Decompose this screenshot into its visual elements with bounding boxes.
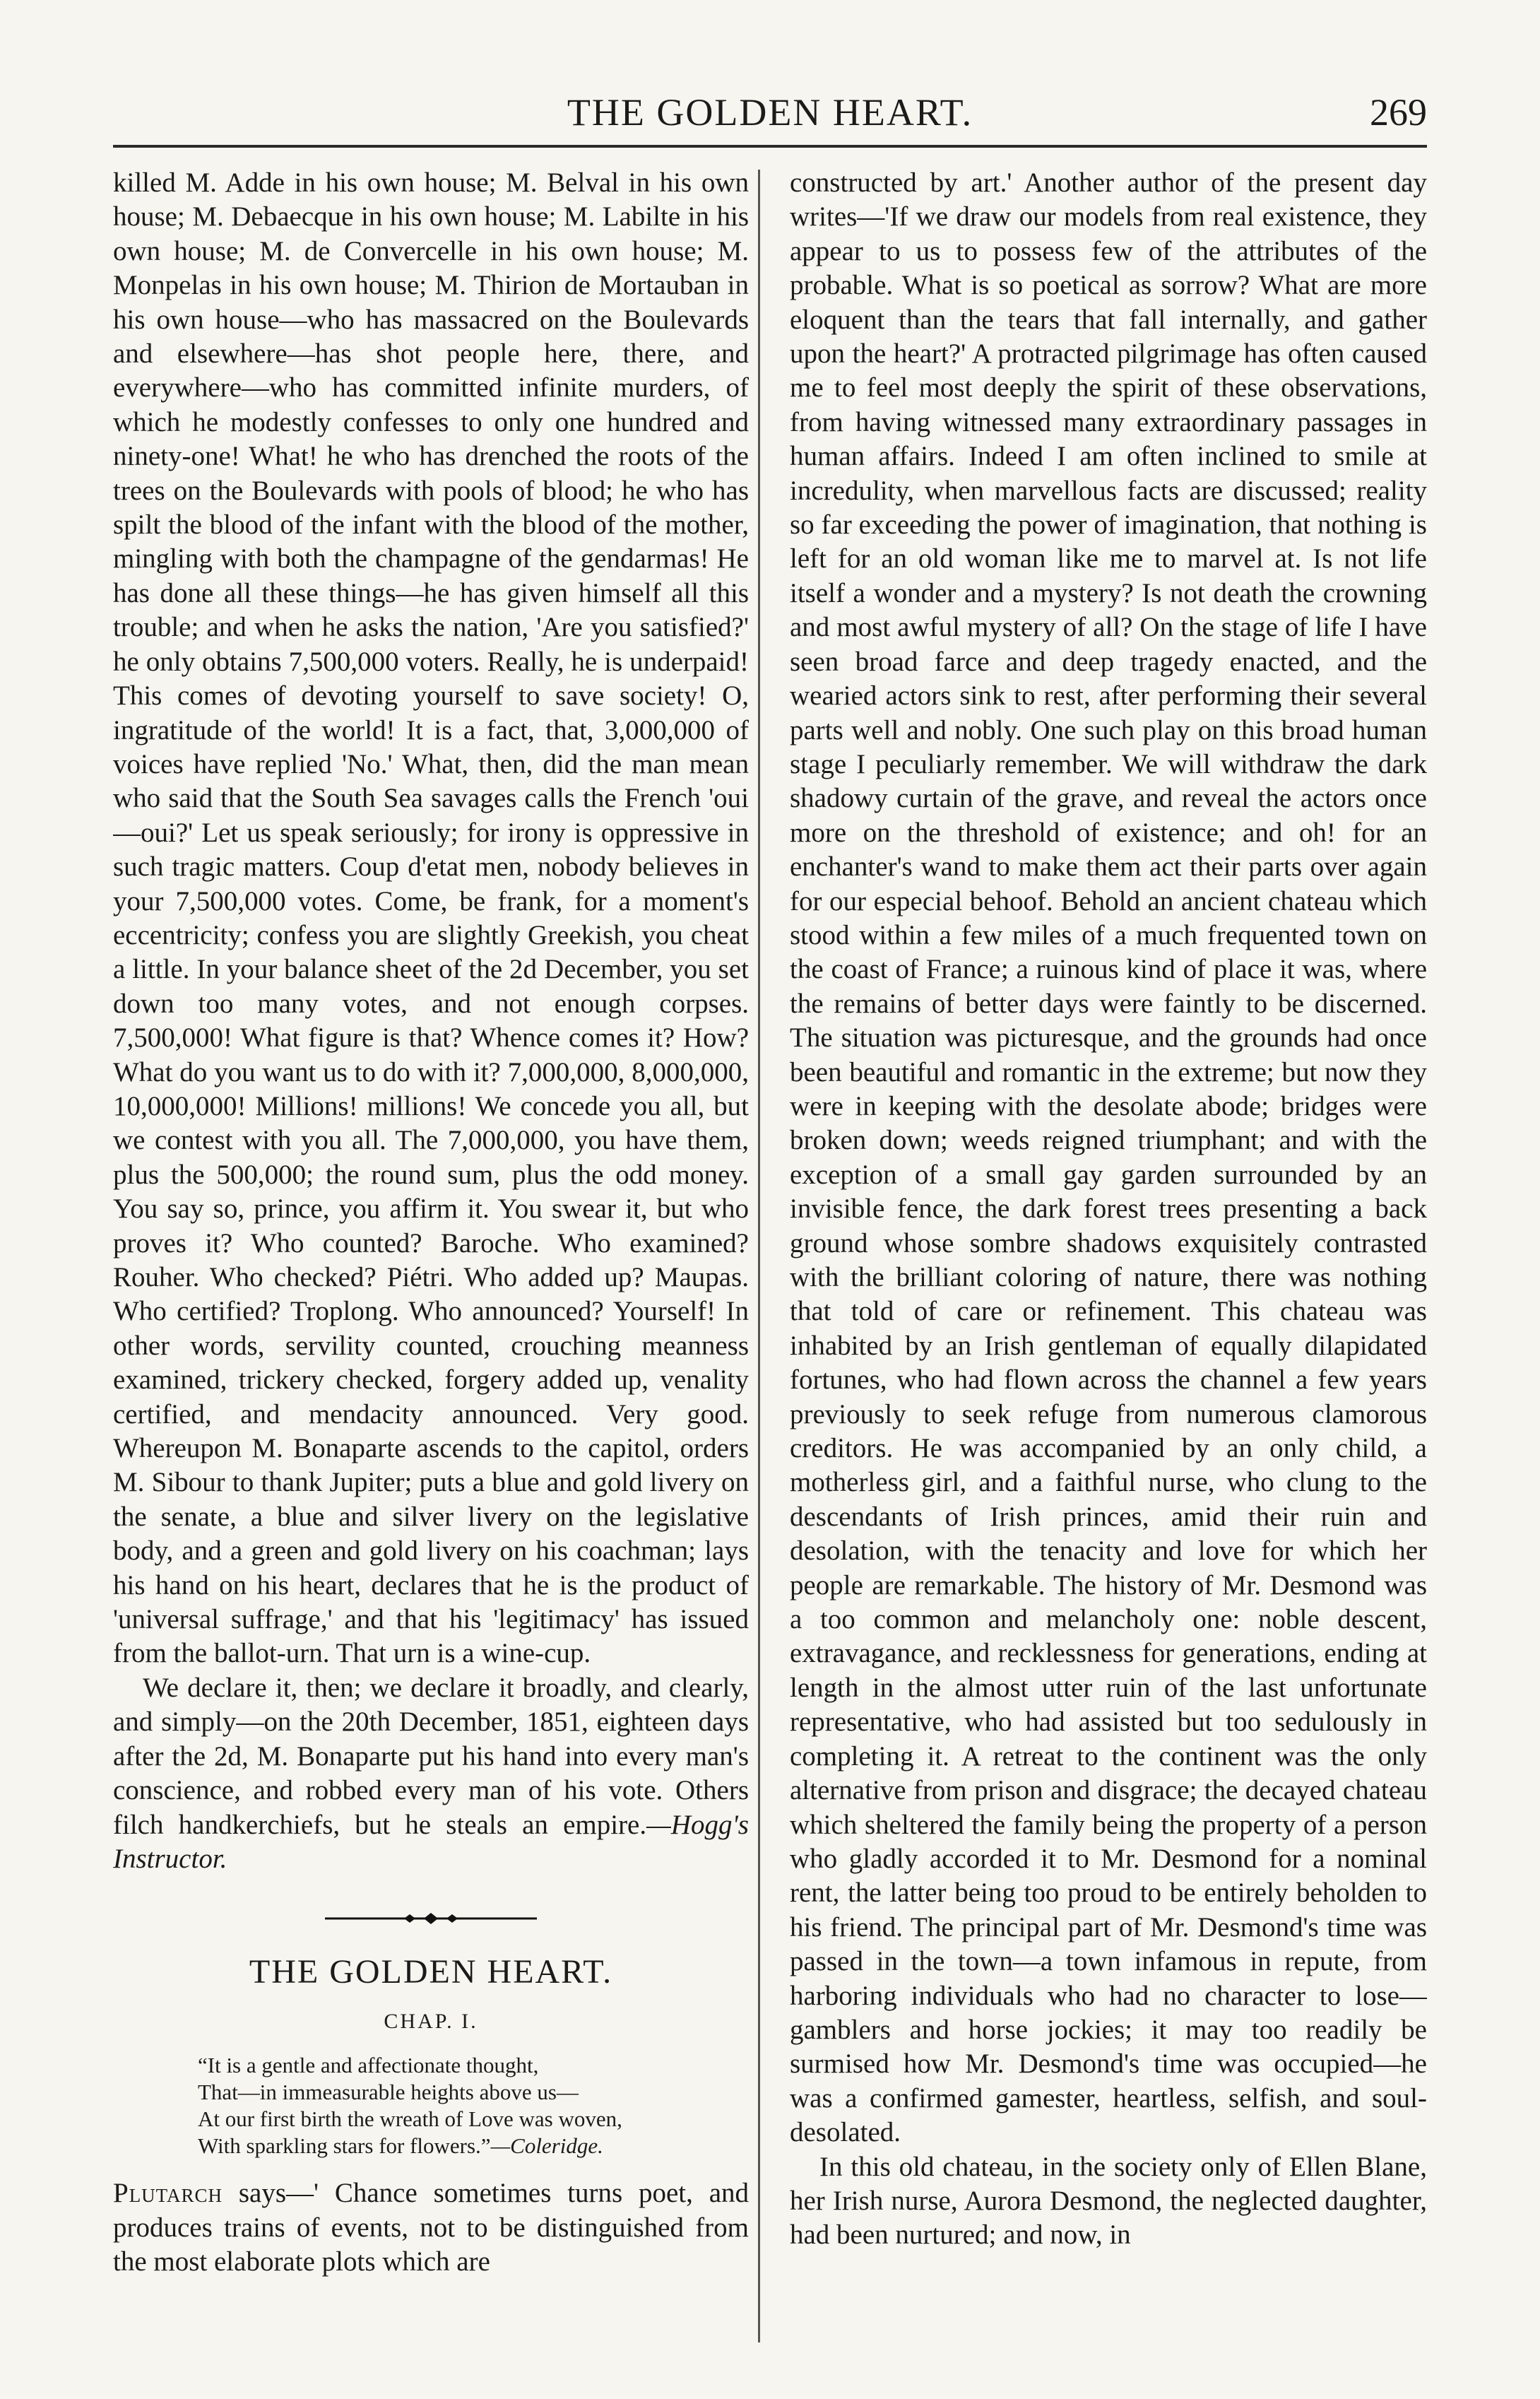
section-separator bbox=[325, 1911, 537, 1926]
source-attribution: —Hogg's Instructor. bbox=[113, 1809, 749, 1874]
epigraph-attribution: —Coleridge. bbox=[490, 2133, 603, 2159]
story-opening bbox=[113, 2176, 749, 2279]
ornament-divider-icon bbox=[325, 1911, 537, 1926]
column-divider bbox=[758, 170, 760, 2342]
epigraph-line: That—in immeasurable heights above us— bbox=[198, 2080, 579, 2105]
epigraph bbox=[198, 2052, 749, 2159]
epigraph-line: With sparkling stars for flowers.” bbox=[198, 2133, 491, 2159]
left-paragraph-2-text: We declare it, then; we declare it broadly, and clearly, and simply—on the 20th December, 1851, eighteen days after the 2d, M. Bonaparte put his hand into every man's conscience, and robbed every man of his vote. Others filch handkerchiefs, but he steals an empire. bbox=[113, 1672, 749, 1840]
header-rule bbox=[113, 145, 1427, 148]
story-title: THE GOLDEN HEART. bbox=[249, 1953, 613, 1991]
left-column bbox=[113, 166, 749, 2342]
right-paragraph-2: In this old chateau, in the society only of Ellen Blane, her Irish nurse, Aurora Desmond, the neglected daughter, had been nurtured; and now, in bbox=[790, 2151, 1427, 2251]
right-column bbox=[790, 166, 1427, 2342]
running-title: THE GOLDEN HEART. bbox=[567, 91, 973, 134]
story-lead-word: Plutarch bbox=[113, 2178, 223, 2209]
right-paragraph-1: constructed by art.' Another author of the present day writes—'If we draw our models from real existence, they appear to us to possess few of the attributes of the probable. What is so poetical as sorrow? What are more eloquent than the tears that fall internally, and gather upon the heart?' A protracted pilgrimage has often caused me to feel most deeply the spirit of these observations, from having witnessed many extraordinary passages in human affairs. Indeed I am often inclined to smile at incredulity, when marvellous facts are discussed; reality so far exceeding the power of imagination, that nothing is left for an old woman like me to marvel at. Is not life itself a wonder and a mystery? Is not death the crowning and most awful mystery of all? On the stage of life I have seen broad farce and deep tragedy enacted, and the wearied actors sink to rest, after performing their several parts well and nobly. One such play on this broad human stage I peculiarly remember. We will withdraw the dark shadowy curtain of the grave, and reveal the actors once more on the threshold of existence; and oh! for an enchanter's wand to make them act their parts over again for our especial behoof. Behold an ancient chateau which stood within a few miles of a much frequented town on the coast of France; a ruinous kind of place it was, where the remains of better days were faintly to be discerned. The situation was picturesque, and the grounds had once been beautiful and romantic in the extreme; but now they were in keeping with the desolate abode; bridges were broken down; weeds reigned triumphant; and with the exception of a small gay garden surrounded by an invisible fence, the dark forest trees presenting a back ground whose sombre shadows exquisitely contrasted with the brilliant coloring of nature, there was nothing that told of care or refinement. This chateau was inhabited by an Irish gentleman of equally dilapidated fortunes, who had flown across the channel a few years previously to seek refuge from numerous clamorous creditors. He was accompanied by an only child, a motherless girl, and a faithful nurse, who clung to the descendants of Irish princes, amid their ruin and desolation, with the tenacity and love for which her people are remarkable. The history of Mr. Desmond was a too common and melancholy one: noble descent, extravagance, and recklessness for generations, ending at length in the almost utter ruin of the last unfortunate representative, who had assisted but too sedulously in completing it. A retreat to the continent was the only alternative from prison and disgrace; the decayed chateau which sheltered the family being the property of a person who gladly accorded it to Mr. Desmond for a nominal rent, the latter being too proud to be entirely beholden to his friend. The principal part of Mr. Desmond's time was passed in the town—a town infamous in repute, from harboring individuals who had no character to lose—gamblers and horse jockies; it may too readily be surmised how Mr. Desmond's time was occupied—he was a confirmed gamester, heartless, selfish, and soul-desolated. bbox=[790, 167, 1427, 2148]
epigraph-line-last bbox=[198, 2133, 749, 2159]
page-number: 269 bbox=[1370, 91, 1427, 134]
left-paragraph-2 bbox=[113, 1671, 749, 1876]
left-paragraph-1: killed M. Adde in his own house; M. Belval in his own house; M. Debaecque in his own house; M. Labilte in his own house; M. de Convercelle in his own house; M. Monpelas in his own house; M. Thirion de Mortauban in his own house—who has massacred on the Boulevards and elsewhere—has shot people here, there, and everywhere—who has committed infinite murders, of which he modestly confesses to only one hundred and ninety-one! What! he who has drenched the roots of the trees on the Boulevards with pools of blood; he who has spilt the blood of the infant with the blood of the mother, mingling with both the champagne of the gendarmas! He has done all these things—he has given himself all this trouble; and when he asks the nation, 'Are you satisfied?' he only obtains 7,500,000 voters. Really, he is underpaid! This comes of devoting yourself to save society! O, ingratitude of the world! It is a fact, that, 3,000,000 of voices have replied 'No.' What, then, did the man mean who said that the South Sea savages calls the French 'oui—oui?' Let us speak seriously; for irony is oppressive in such tragic matters. Coup d'etat men, nobody believes in your 7,500,000 votes. Come, be frank, for a moment's eccentricity; confess you are slightly Greekish, you cheat a little. In your balance sheet of the 2d December, you set down too many votes, and not enough corpses. 7,500,000! What figure is that? Whence comes it? How? What do you want us to do with it? 7,000,000, 8,000,000, 10,000,000! Millions! millions! We concede you all, but we contest with you all. The 7,000,000, you have them, plus the 500,000; the round sum, plus the odd money. You say so, prince, you affirm it. You swear it, but who proves it? Who counted? Baroche. Who examined? Rouher. Who checked? Piétri. Who added up? Maupas. Who certified? Troplong. Who announced? Yourself! In other words, servility counted, crouching meanness examined, trickery checked, forgery added up, venality certified, and mendacity announced. Very good. Whereupon M. Bonaparte ascends to the capitol, orders M. Sibour to thank Jupiter; puts a blue and gold livery on the senate, a blue and silver livery on the legislative body, and a green and gold livery on his coachman; lays his hand on his heart, declares that he is the product of 'universal suffrage,' and that his 'legitimacy' has issued from the ballot-urn. That urn is a wine-cup. bbox=[113, 167, 749, 1669]
chapter-heading: CHAP. I. bbox=[384, 2010, 478, 2034]
epigraph-line: “It is a gentle and affectionate thought, bbox=[198, 2053, 539, 2078]
story-opening-text: says—' Chance sometimes turns poet, and produces trains of events, not to be distinguished from the most elaborate plots which are bbox=[113, 2178, 749, 2277]
epigraph-line: At our first birth the wreath of Love was woven, bbox=[198, 2106, 622, 2132]
